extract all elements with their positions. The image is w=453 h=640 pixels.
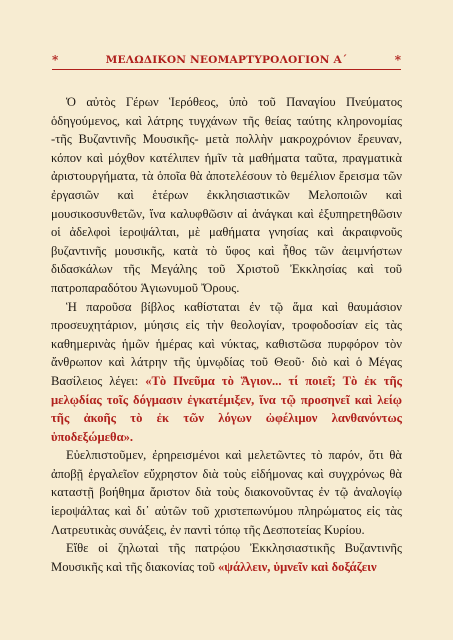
star-ornament-right: * xyxy=(394,53,401,67)
paragraph-3: Εὐελπιστοῦμεν, ἐρηρεισμένοι καὶ μελετῶντες τὸ παρόν, ὅτι θὰ ἀποβῇ ἐργαλεῖον εὔχρηστον διὰ τοὺς εἰδήμονας καὶ συγχρόνως θὰ καταστῇ βοήθημα ἄριστον διὰ τοὺς διακονοῦντας ἐν τῷ ἀναλογίῳ ἱεροψάλτας καὶ δι᾽ αὐτῶν τοῦ χριστεπωνύμου πληρώματος εἰς τὰς Λατρευτικὰς συνάξεις, ἐν παντὶ τόπῳ τῆς Δεσποτείας Κυρίου. xyxy=(51,448,402,537)
running-title: ΜΕΛΩΔΙΚΟΝ ΝΕΟΜΑΡΤΥΡΟΛΟΓΙΟΝ Α΄ xyxy=(105,54,348,66)
page-body xyxy=(51,93,402,576)
paragraph-4 xyxy=(51,539,402,576)
paragraph-2-text: Ἡ παροῦσα βίβλος καθίσταται ἐν τῷ ἅμα καὶ θαυμάσιον προσευχητάριον, μύησις εἰς τὴν θεολογίαν, τροφοδοσίαν εἰς τὰς καθημερινὰς ἡμῶν ἡμέρας καὶ νύκτας, καθιστῶσα πυρφόρον τὸν ἄνθρωπον καὶ λάτρην τῆς ὑμνῳδίας τοῦ Θεοῦ· διὸ καὶ ὁ Μέγας Βασίλειος λέγει: xyxy=(51,299,402,388)
basil-quotation: «Τὸ Πνεῦμα τὸ Ἅγιον... τί ποιεῖ; Τὸ ἐκ τῆς μελῳδίας τοῖς δόγμασιν ἐγκατέμιξεν, ἵνα τῷ προσηνεῖ καὶ λείῳ τῆς ἀκοῆς τὸ ἐκ τῶν λόγων ὠφέλιμον λανθανόντως ὑποδεξώμεθα». xyxy=(51,373,402,444)
psalm-quotation: «ψάλλειν, ὑμνεῖν καὶ δοξάζειν xyxy=(217,559,377,574)
star-ornament-left: * xyxy=(52,53,59,67)
paragraph-2 xyxy=(51,298,402,447)
running-header xyxy=(52,52,401,68)
paragraph-1: Ὁ αὐτὸς Γέρων Ἱερόθεος, ὑπὸ τοῦ Παναγίου Πνεύματος ὁδηγούμενος, καὶ λάτρης τυγχάνων τῆς θείας ταύτης κληρονομίας -τῆς Βυζαντινῆς Μουσικῆς- μετὰ πολλὴν μακροχρόνιον ἔρευναν, κόπον καὶ μόχθον κατέλιπεν ἡμῖν τὰ μαθήματα ταῦτα, πραγματικὰ ἀριστουργήματα, τὰ ὁποῖα θὰ ἀποτελέσουν τὸ θεμέλιον ἔρεισμα τῶν ἐργασιῶν καὶ ἑτέρων ἐκκλησιαστικῶν Μελοποιῶν καὶ μουσικοσυνθετῶν, ἵνα καλυφθῶσιν αἱ ἀνάγκαι καὶ ἐξυπηρετηθῶσιν οἱ ἀδελφοὶ ἱεροψάλται, μὲ μαθήματα γνησίας καὶ ἀκραιφνοῦς βυζαντινῆς μουσικῆς, κατὰ τὸ ὕφος καὶ ἦθος τῶν ἀειμνήστων διδασκάλων τῆς Μεγάλης τοῦ Χριστοῦ Ἐκκλησίας καὶ τοῦ πατροπαραδότου Ἁγιωνυμοῦ Ὄρους. xyxy=(51,95,402,295)
paragraph-4-text: Εἴθε οἱ ζηλωταὶ τῆς πατρῴου Ἐκκλησιαστικῆς Βυζαντινῆς Μουσικῆς καὶ τῆς διακονίας τοῦ xyxy=(51,541,402,574)
header-rule xyxy=(52,69,401,70)
